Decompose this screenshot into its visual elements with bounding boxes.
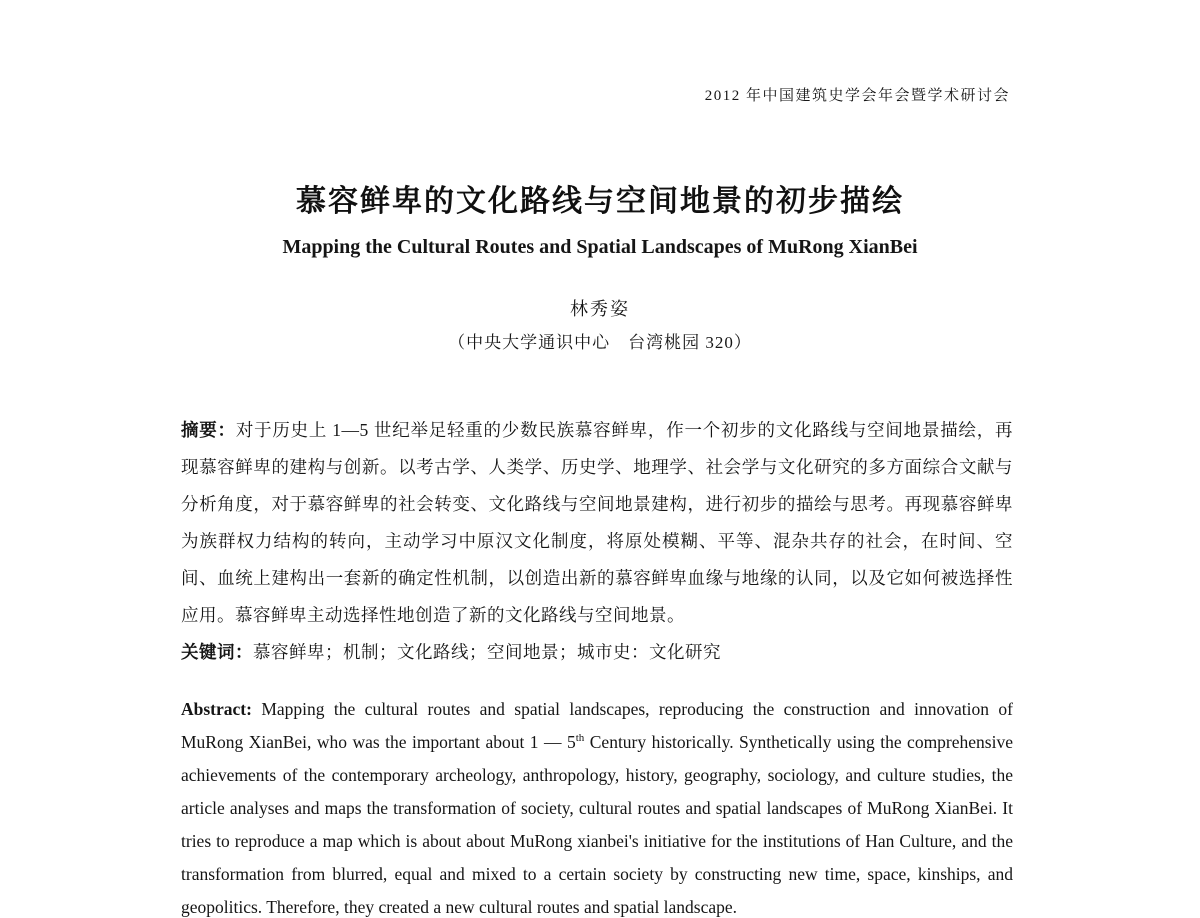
author-affiliation: （中央大学通识中心 台湾桃园 320） xyxy=(448,333,752,352)
conference-header: 2012 年中国建筑史学会年会暨学术研讨会 xyxy=(704,88,1010,104)
abstract-en-superscript: th xyxy=(575,732,585,745)
paper-body xyxy=(181,412,1013,918)
abstract-en-paragraph xyxy=(181,693,1013,918)
keywords-label: 关键词： xyxy=(181,642,253,662)
keywords-line xyxy=(181,634,1013,671)
paper-title-en: Mapping the Cultural Routes and Spatial Landscapes of MuRong XianBei xyxy=(282,236,918,258)
abstract-en-text-1: Mapping the cultural routes and spatial landscapes, reproducing the construction and innovation of MuRong XianBei, who was the important about 1 — 5 xyxy=(181,699,1013,752)
abstract-zh-paragraph xyxy=(181,412,1013,634)
abstract-zh-text: 对于历史上 1—5 世纪举足轻重的少数民族慕容鲜卑，作一个初步的文化路线与空间地景描绘，再现慕容鲜卑的建构与创新。以考古学、人类学、历史学、地理学、社会学与文化研究的多方面综合文献与分析角度，对于慕容鲜卑的社会转变、文化路线与空间地景建构，进行初步的描绘与思考。再现慕容鲜卑为族群权力结构的转向，主动学习中原汉文化制度，将原处模糊、平等、混杂共存的社会，在时间、空间、血统上建构出一套新的确定性机制，以创造出新的慕容鲜卑血缘与地缘的认同，以及它如何被选择性应用。慕容鲜卑主动选择性地创造了新的文化路线与空间地景。 xyxy=(181,420,1014,625)
author-name: 林秀姿 xyxy=(570,299,630,319)
abstract-zh-label: 摘要： xyxy=(181,420,236,440)
paper-title-zh: 慕容鲜卑的文化路线与空间地景的初步描绘 xyxy=(296,185,904,218)
keywords-text: 慕容鲜卑；机制；文化路线；空间地景；城市史：文化研究 xyxy=(253,642,721,662)
abstract-en-text-2: Century historically. Synthetically using the comprehensive achievements of the contemporary archeology, anthropology, history, geography, sociology, and culture studies, the article analyses and maps the transformation of society, cultural routes and spatial landscapes of MuRong XianBei. It tries to reproduce a map which is about about MuRong xianbei's initiative for the institutions of Han Culture, and the transformation from blurred, equal and mixed to a certain society by constructing new time, space, kinships, and geopolitics. Therefore, they created a new cultural routes and spatial landscape. xyxy=(181,732,1013,917)
abstract-en-label: Abstract: xyxy=(181,699,252,719)
